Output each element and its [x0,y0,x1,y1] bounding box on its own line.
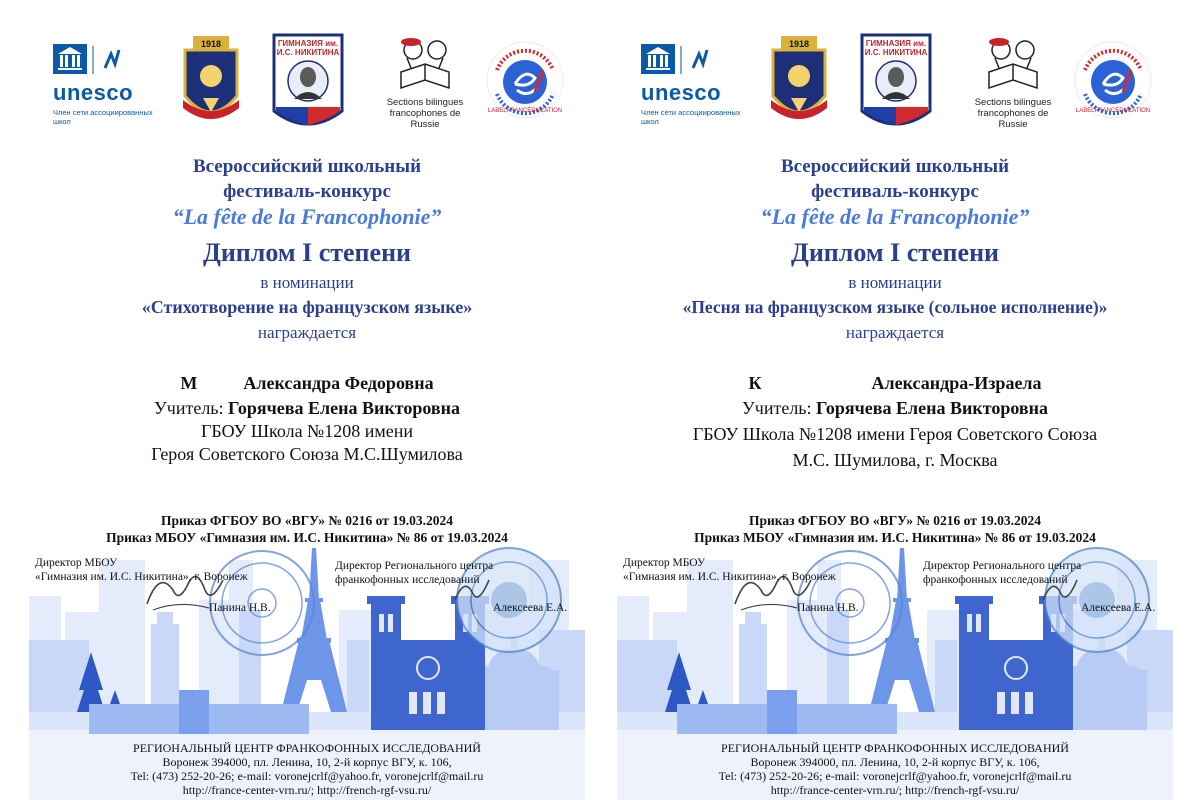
director1-line1: Директор МБОУ [35,557,118,569]
sections-bilingues-logo [377,34,473,134]
student-initial: М [180,373,198,393]
teacher-prefix: Учитель: [742,398,812,418]
diploma-degree: Диплом I степени [202,238,412,267]
director2-line2: франкофонных исследований [923,574,1068,586]
festival-line2: фестиваль-конкурс [223,181,391,202]
festival-line1: Всероссийский школьный [780,156,1010,177]
footer-contacts: Tel: (473) 252-20-26; e-mail: voronejcrlf@yahoo.fr, voronejcrlf@mail.ru [718,769,1072,783]
sections-bilingues-text: Sections bilingues francophones de Russie [386,97,464,130]
unesco-logo [641,44,741,134]
teacher-name: Горячева Елена Викторовна [228,398,460,418]
reading-children-icon [965,34,1061,94]
festival-line1: Всероссийский школьный [192,156,422,177]
unesco-logo [53,44,153,134]
sections-bilingues-logo [965,34,1061,134]
shield-emblem-icon [181,36,241,131]
unesco-temple-icon [53,44,153,78]
unesco-wordmark: unesco [53,80,134,105]
director2-title [335,559,535,587]
order-line1: Приказ ФГБОУ ВО «ВГУ» № 0216 от 19.03.2024 [748,513,1041,528]
unesco-temple-icon [641,44,741,78]
director2-line1: Директор Регионального центра [923,560,1082,572]
school-line1: ГБОУ Школа №1208 имени Героя Советского Союза [692,424,1098,444]
festival-name: “La fête de la Francophonie” [760,204,1030,229]
director1-line1: Директор МБОУ [623,557,706,569]
director1-name: Панина Н.В. [797,602,859,614]
director2-line1: Директор Регионального центра [335,560,494,572]
teacher-name: Горячева Елена Викторовна [816,398,1048,418]
teacher-prefix: Учитель: [154,398,224,418]
in-nomination-label: в номинации [848,273,942,292]
director1-name: Панина Н.В. [209,602,271,614]
teacher-line [617,398,1173,419]
labelfranceducation-logo [1073,40,1153,120]
footer-address: Воронеж 394000, пл. Ленина, 10, 2-й корпус ВГУ, к. 106, [162,755,452,769]
footer-websites: http://france-center-vrn.ru/; http://french-rgf-vsu.ru/ [182,783,432,797]
awarded-label: награждается [845,323,945,342]
nomination-title: «Песня на французском языке (сольное исполнение)» [682,297,1108,317]
student-name: Александра-Израела [871,373,1042,393]
unesco-wordmark: unesco [641,80,722,105]
gymnasium-title: ГИМНАЗИЯ им. И.С. НИКИТИНА [864,39,928,57]
director1-title [623,556,853,584]
order-line2: Приказ МБОУ «Гимназия им. И.С. Никитина» № 86 от 19.03.2024 [694,530,1096,545]
director2-name: Алексеева Е.А. [493,602,568,614]
shield-year: 1918 [788,39,810,49]
student-initial: К [748,373,762,393]
footer-address: Воронеж 394000, пл. Ленина, 10, 2-й корпус ВГУ, к. 106, [750,755,1040,769]
footer-websites: http://france-center-vrn.ru/; http://french-rgf-vsu.ru/ [770,783,1020,797]
unesco-subtitle: Член сети ассоциированных школ [641,108,741,126]
director2-line2: франкофонных исследований [335,574,480,586]
footer-contacts: Tel: (473) 252-20-26; e-mail: voronejcrlf@yahoo.fr, voronejcrlf@mail.ru [130,769,484,783]
teacher-line [29,398,585,419]
director1-line2: «Гимназия им. И.С. Никитина», г. Воронеж [35,571,248,583]
in-nomination-label: в номинации [260,273,354,292]
awarded-label: награждается [257,323,357,342]
order-line2: Приказ МБОУ «Гимназия им. И.С. Никитина» № 86 от 19.03.2024 [106,530,508,545]
director2-title [923,559,1123,587]
order-line1: Приказ ФГБОУ ВО «ВГУ» № 0216 от 19.03.2024 [160,513,453,528]
label-text: LABELFRANCÉDUCATION [1075,108,1151,114]
diploma-right [617,0,1173,800]
sections-bilingues-text: Sections bilingues francophones de Russie [974,97,1052,130]
diploma-degree: Диплом I степени [790,238,1000,267]
director1-title [35,556,265,584]
director2-name: Алексеева Е.А. [1081,602,1156,614]
reading-children-icon [377,34,473,94]
school-line2: М.С. Шумилова, г. Москва [792,450,998,470]
unesco-subtitle: Член сети ассоциированных школ [53,108,153,126]
university-shield-logo [769,36,829,131]
school-line2: Героя Советского Союза М.С.Шумилова [151,444,463,464]
student-name: Александра Федоровна [243,373,434,393]
student-name-line [29,373,585,394]
festival-name: “La fête de la Francophonie” [172,204,442,229]
footer-center-name: РЕГИОНАЛЬНЫЙ ЦЕНТР ФРАНКОФОННЫХ ИССЛЕДОВАНИЙ [721,741,1069,755]
nomination-title: «Стихотворение на французском языке» [141,297,473,317]
director1-line2: «Гимназия им. И.С. Никитина», г. Воронеж [623,571,836,583]
school-line1: ГБОУ Школа №1208 имени [200,421,414,441]
partner-logos [29,28,585,138]
partner-logos [617,28,1173,138]
diploma-left [29,0,585,800]
labelfranceducation-logo [485,40,565,120]
student-name-line [617,373,1173,394]
gymnasium-title: ГИМНАЗИЯ им. И.С. НИКИТИНА [276,39,340,57]
university-shield-logo [181,36,241,131]
label-text: LABELFRANCÉDUCATION [487,108,563,114]
festival-line2: фестиваль-конкурс [811,181,979,202]
footer-center-name: РЕГИОНАЛЬНЫЙ ЦЕНТР ФРАНКОФОННЫХ ИССЛЕДОВАНИЙ [133,741,481,755]
shield-year: 1918 [200,39,222,49]
shield-emblem-icon [769,36,829,131]
gymnasium-logo [272,33,344,133]
gymnasium-logo [860,33,932,133]
